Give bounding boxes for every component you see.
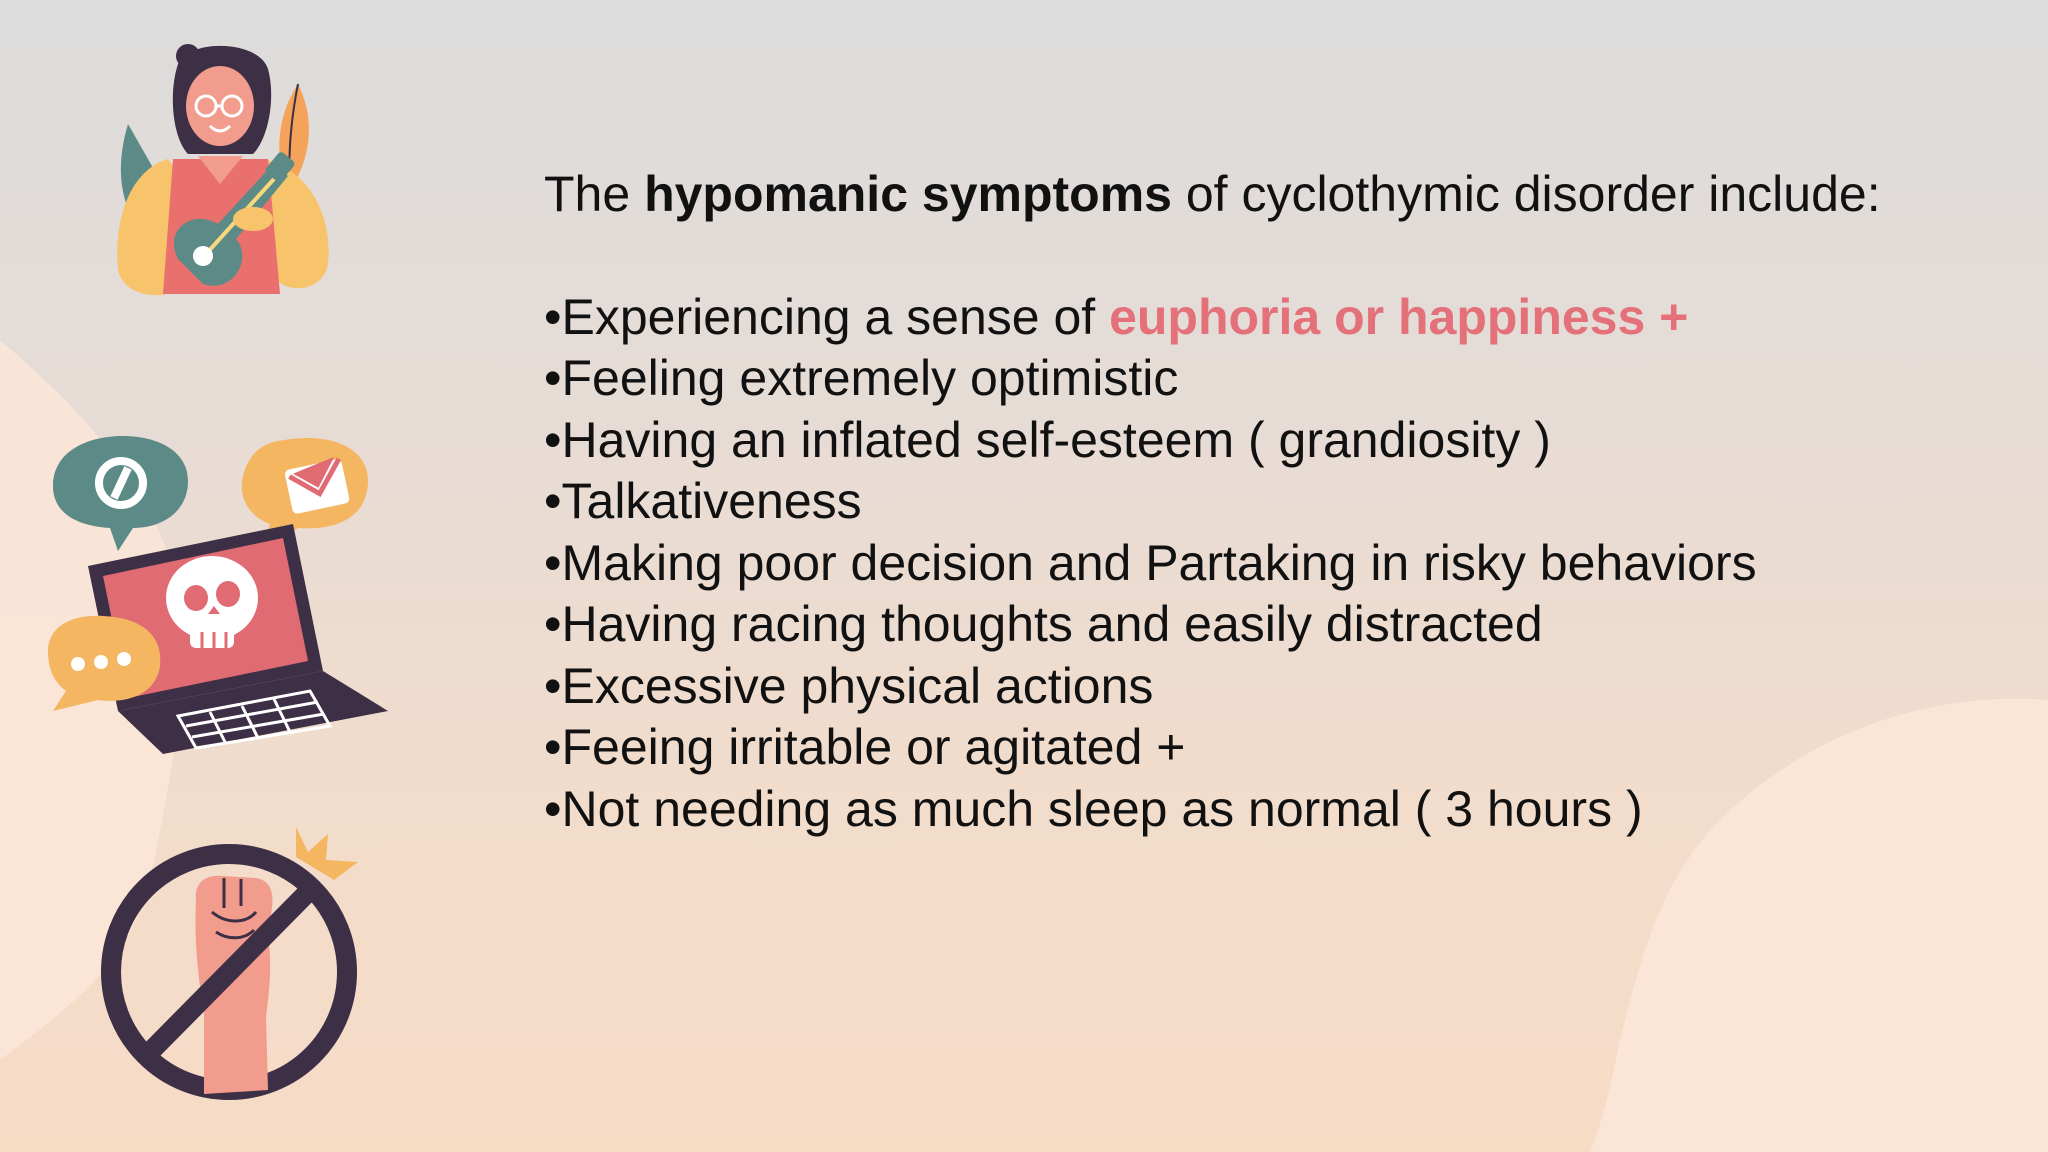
symptom-list [544,287,2024,841]
intro-suffix: of cyclothymic disorder include: [1171,166,1881,222]
symptom-item: •Having racing thoughts and easily distracted [544,596,1543,652]
intro-emphasis: hypomanic symptoms [644,166,1172,222]
symptom-item: •Making poor decision and Partaking in risky behaviors [544,534,1757,591]
no-fist-icon [96,812,366,1112]
slide-content [544,164,2024,840]
symptom-item: •Not needing as much sleep as normal ( 3 hours ) [544,780,1643,837]
intro-sentence [544,164,2024,226]
symptom-highlight: euphoria or happiness + [1109,288,1689,345]
symptom-item: •Talkativeness [544,473,862,529]
woman-with-ukulele-icon [108,44,378,329]
laptop-skull-icon [48,436,418,756]
symptom-text: •Experiencing a sense of [544,288,1110,345]
symptom-item: •Feeing irritable or agitated + [544,719,1186,775]
symptom-item: •Excessive physical actions [544,657,1154,714]
symptom-item: •Feeling extremely optimistic [544,350,1179,406]
intro-prefix: The [544,166,645,222]
symptom-item: •Having an inflated self-esteem ( grandiosity ) [544,411,1551,468]
symptom-item [544,287,2024,349]
